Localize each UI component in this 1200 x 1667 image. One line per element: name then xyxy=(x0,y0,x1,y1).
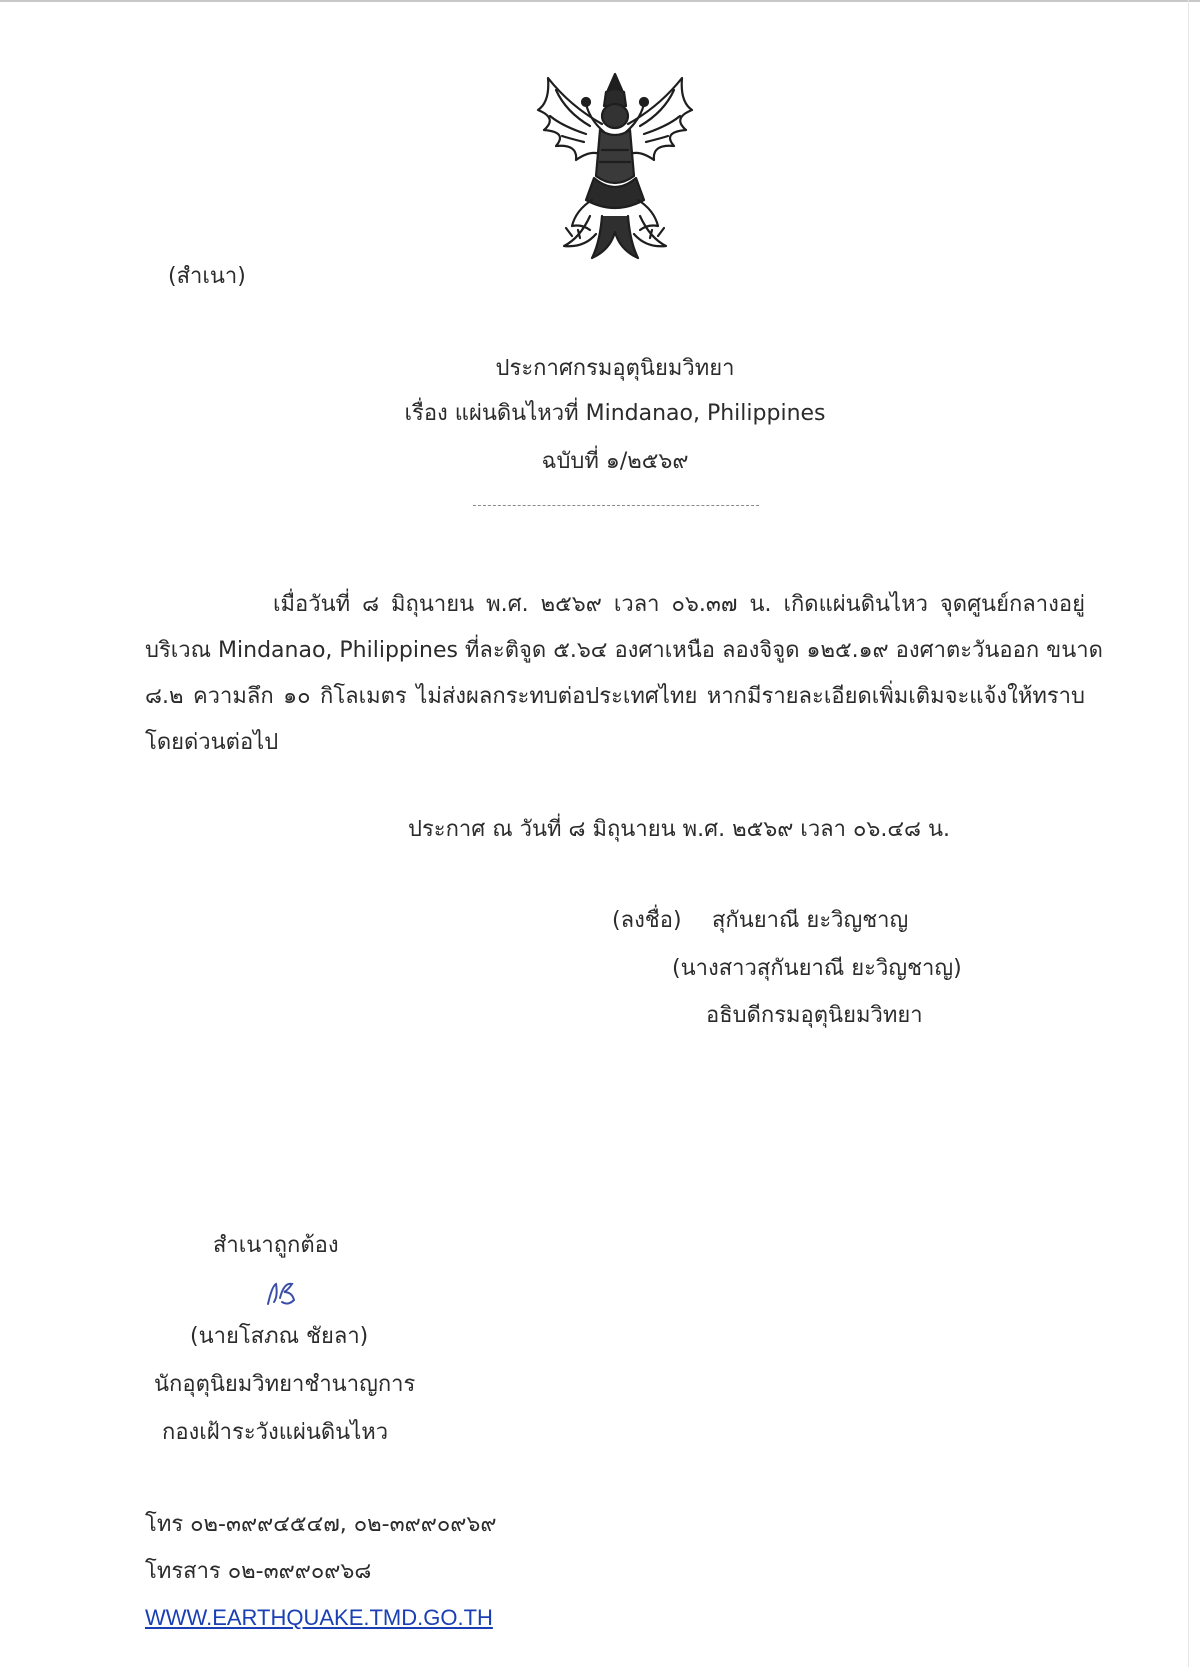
announcement-date: ประกาศ ณ วันที่ ๘ มิถุนายน พ.ศ. ๒๕๖๙ เวลา ๐๖.๔๘ น. xyxy=(408,817,951,842)
top-border xyxy=(0,0,1200,2)
page-edge xyxy=(1188,0,1189,1667)
announcement-number: ฉบับที่ ๑/๒๕๖๙ xyxy=(541,449,689,474)
certifier-name: (นายโสภณ ชัยลา) xyxy=(190,1324,369,1349)
announcement-subject: เรื่อง แผ่นดินไหวที่ Mindanao, Philippines xyxy=(404,401,826,426)
garuda-emblem-icon xyxy=(520,66,710,266)
contact-fax: โทรสาร ๐๒-๓๙๙๐๙๖๘ xyxy=(145,1559,372,1584)
body-line: ๘.๒ ความลึก ๑๐ กิโลเมตร ไม่ส่งผลกระทบต่อประเทศไทย หากมีรายละเอียดเพิ่มเติมจะแจ้งให้ทราบ xyxy=(145,684,1085,709)
announcement-body xyxy=(145,582,1103,766)
copy-mark: (สำเนา) xyxy=(168,264,246,289)
website-link[interactable]: WWW.EARTHQUAKE.TMD.GO.TH xyxy=(145,1605,493,1630)
signature-label: (ลงชื่อ) xyxy=(612,908,682,933)
certifier-division: กองเฝ้าระวังแผ่นดินไหว xyxy=(162,1420,389,1445)
body-line: บริเวณ Mindanao, Philippines ที่ละติจูด ๕.๖๔ องศาเหนือ ลองจิจูด ๑๒๕.๑๙ องศาตะวันออก ขนาด xyxy=(145,638,1103,663)
dashed-divider xyxy=(473,505,759,506)
body-line: โดยด่วนต่อไป xyxy=(145,730,279,755)
certifier-position: นักอุตุนิยมวิทยาชำนาญการ xyxy=(154,1372,416,1397)
body-line: เมื่อวันที่ ๘ มิถุนายน พ.ศ. ๒๕๖๙ เวลา ๐๖.๓๗ น. เกิดแผ่นดินไหว จุดศูนย์กลางอยู่ xyxy=(273,592,1085,617)
announcement-title: ประกาศกรมอุตุนิยมวิทยา xyxy=(495,356,735,381)
signatory-name: สุกันยาณี ยะวิญชาญ xyxy=(712,908,909,933)
handwritten-signature-icon xyxy=(262,1276,302,1310)
signatory-position: อธิบดีกรมอุตุนิยมวิทยา xyxy=(706,1003,923,1028)
signatory-full-name: (นางสาวสุกันยาณี ยะวิญชาญ) xyxy=(672,956,962,981)
contact-phone: โทร ๐๒-๓๙๙๔๕๔๗, ๐๒-๓๙๙๐๙๖๙ xyxy=(145,1512,497,1537)
certified-copy-label: สำเนาถูกต้อง xyxy=(213,1233,339,1258)
